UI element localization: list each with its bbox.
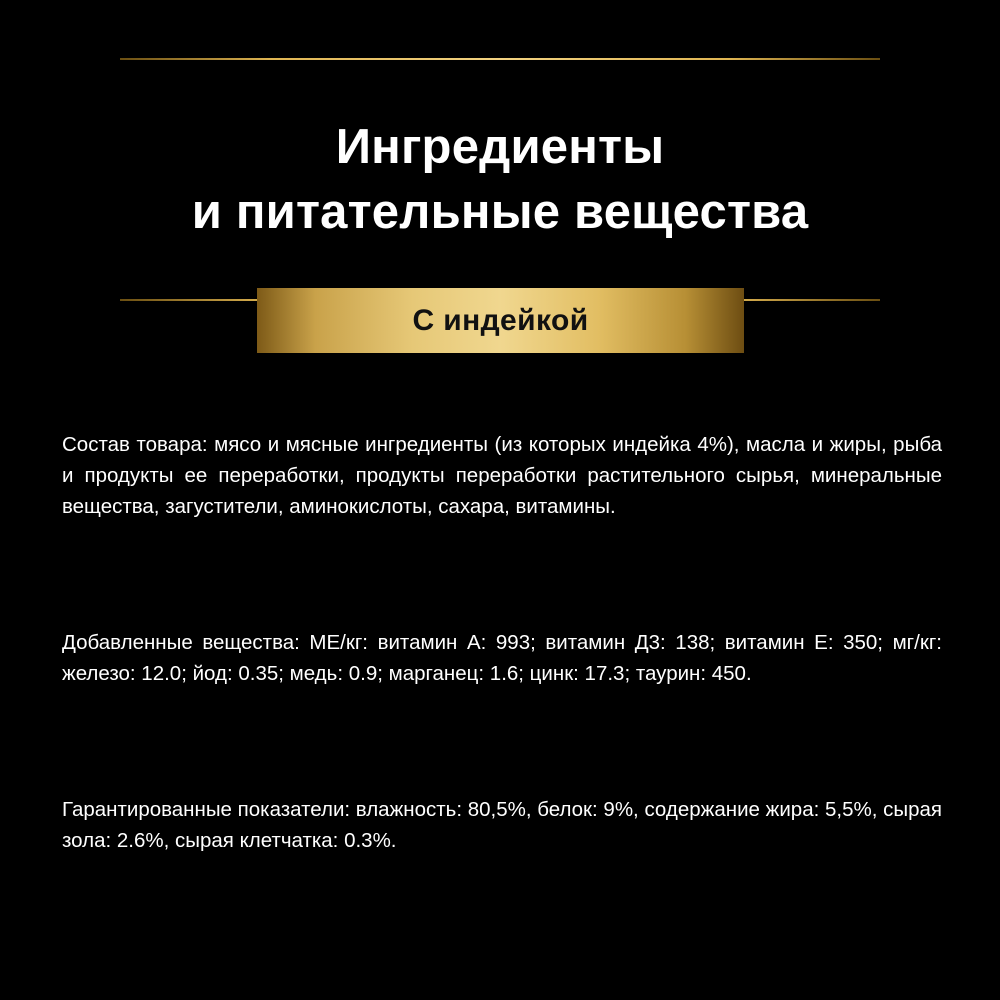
additives-paragraph: Добавленные вещества: МЕ/кг: витамин А: 993; витамин Д3: 138; витамин Е: 350; мг/кг: железо: 12.0; йод: 0.35; медь: 0.9; марганец: 1.6; цинк: 17.3; таурин: 450. [62, 630, 942, 686]
flavour-badge-label: С индейкой [412, 303, 589, 337]
composition-paragraph: Состав товара: мясо и мясные ингредиенты (из которых индейка 4%), масла и жиры, рыба и продукты ее переработки, продукты переработки растительного сырья, минеральные вещества, загустители, аминокислоты, сахара, витамины. [62, 432, 942, 518]
guaranteed-analysis-paragraph: Гарантированные показатели: влажность: 80,5%, белок: 9%, содержание жира: 5,5%, сырая зола: 2.6%, сырая клетчатка: 0.3%. [62, 798, 942, 853]
page-header [120, 58, 880, 301]
gold-divider-top [120, 58, 880, 60]
flavour-badge [257, 288, 744, 353]
page-title-line-1: Ингредиенты [335, 119, 665, 174]
page-title [120, 93, 880, 266]
page-title-line-2: и питательные вещества [191, 184, 809, 239]
label-body [62, 408, 942, 857]
